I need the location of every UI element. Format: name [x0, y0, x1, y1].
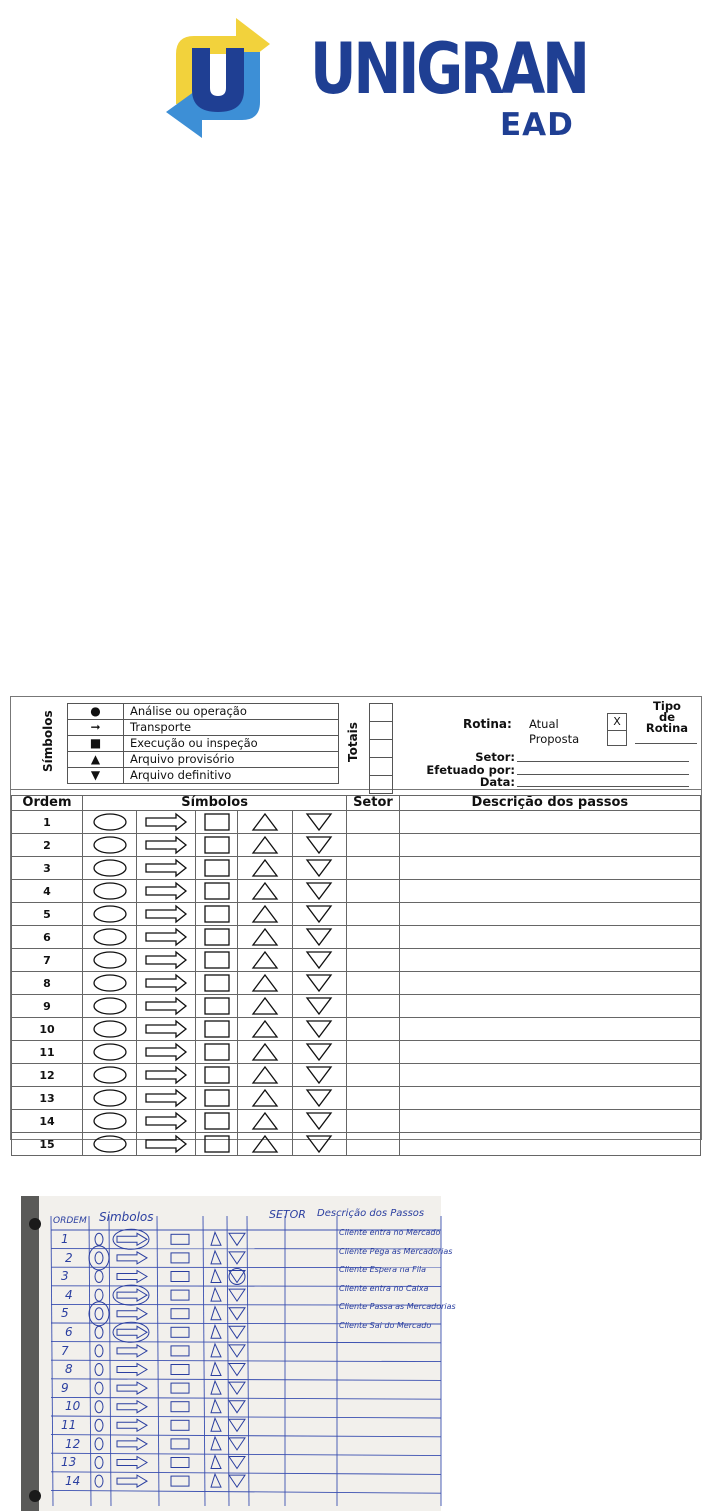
descricao-cell[interactable] [399, 857, 700, 880]
hand-row-number: 5 [61, 1306, 69, 1321]
handwritten-photo [21, 1196, 456, 1511]
total-cell [370, 740, 393, 758]
hand-row-number: 11 [61, 1418, 77, 1432]
col-simbolos: Símbolos [82, 796, 346, 811]
handwritten-grid [51, 1216, 441, 1508]
operation-circle-icon[interactable] [82, 857, 137, 880]
hand-row-number: 1 [61, 1232, 69, 1246]
col-setor: Setor [347, 796, 399, 811]
operation-circle-icon[interactable] [82, 880, 137, 903]
proposta-checkbox[interactable] [607, 730, 627, 746]
table-row [12, 811, 701, 834]
table-row [12, 926, 701, 949]
transport-arrow-icon[interactable] [137, 1041, 196, 1064]
brand-subtitle: EAD [500, 107, 574, 143]
row-number: 13 [12, 1087, 83, 1110]
transport-arrow-icon[interactable] [137, 1087, 196, 1110]
hand-row-number: 4 [65, 1287, 73, 1302]
transport-arrow-icon[interactable] [137, 880, 196, 903]
setor-cell[interactable] [347, 972, 399, 995]
setor-cell[interactable] [347, 903, 399, 926]
transport-arrow-icon[interactable] [137, 1133, 196, 1156]
hand-row-number: 13 [61, 1455, 77, 1470]
provisional-file-triangle-icon[interactable] [238, 1087, 293, 1110]
operation-circle-icon[interactable] [82, 1110, 137, 1133]
definitive-file-triangle-icon[interactable] [292, 1018, 347, 1041]
tipo-rotina-line [635, 743, 697, 744]
brand-wordmark: UNIGRAN [310, 28, 587, 110]
row-number: 2 [12, 834, 83, 857]
table-row [12, 857, 701, 880]
legend-row [68, 704, 339, 720]
operation-circle-icon[interactable] [82, 1018, 137, 1041]
descricao-cell[interactable] [399, 1018, 700, 1041]
definitive-file-triangle-icon[interactable] [292, 811, 347, 834]
table-row [12, 1041, 701, 1064]
photo-edge [21, 1196, 39, 1511]
definitive-file-triangle-icon[interactable] [292, 880, 347, 903]
row-number: 7 [12, 949, 83, 972]
provisional-file-triangle-icon[interactable] [238, 1018, 293, 1041]
row-number: 15 [12, 1133, 83, 1156]
definitive-file-triangle-icon[interactable] [292, 1110, 347, 1133]
circle-filled-icon: ● [68, 704, 124, 720]
hand-row-description: Cliente entra no Caixa [339, 1283, 429, 1293]
descricao-cell[interactable] [399, 811, 700, 834]
operation-circle-icon[interactable] [82, 811, 137, 834]
transport-arrow-icon[interactable] [137, 1018, 196, 1041]
row-number: 11 [12, 1041, 83, 1064]
operation-circle-icon[interactable] [82, 1133, 137, 1156]
unigran-u-mark-icon [158, 4, 278, 149]
definitive-file-triangle-icon[interactable] [292, 926, 347, 949]
total-cell [370, 758, 393, 776]
table-row [12, 834, 701, 857]
provisional-file-triangle-icon[interactable] [238, 880, 293, 903]
hand-col-ordem: ORDEM [53, 1216, 87, 1226]
descricao-cell[interactable] [399, 926, 700, 949]
descricao-cell[interactable] [399, 1087, 700, 1110]
descricao-cell[interactable] [399, 903, 700, 926]
col-ordem: Ordem [12, 796, 83, 811]
inspection-square-icon[interactable] [196, 926, 238, 949]
proposta-option: Proposta [529, 732, 580, 746]
inspection-square-icon[interactable] [196, 857, 238, 880]
provisional-file-triangle-icon[interactable] [238, 1064, 293, 1087]
setor-cell[interactable] [347, 926, 399, 949]
inspection-square-icon[interactable] [196, 1087, 238, 1110]
descricao-cell[interactable] [399, 834, 700, 857]
binder-hole [29, 1218, 41, 1230]
data-field[interactable] [517, 786, 689, 787]
hand-row-description: Cliente Passa as Mercadorias [339, 1302, 456, 1312]
descricao-cell[interactable] [399, 995, 700, 1018]
inspection-square-icon[interactable] [196, 1041, 238, 1064]
symbol-legend [67, 703, 339, 784]
row-number: 6 [12, 926, 83, 949]
table-row [12, 972, 701, 995]
row-number: 3 [12, 857, 83, 880]
transport-arrow-icon[interactable] [137, 1064, 196, 1087]
legend-label: Arquivo definitivo [124, 768, 339, 784]
legend-title: Símbolos [41, 710, 55, 772]
setor-cell[interactable] [347, 949, 399, 972]
hand-row-number: 6 [65, 1325, 73, 1339]
descricao-cell[interactable] [399, 880, 700, 903]
hand-row-description: Cliente entra no Mercado [339, 1228, 441, 1237]
inspection-square-icon[interactable] [196, 1018, 238, 1041]
definitive-file-triangle-icon[interactable] [292, 834, 347, 857]
setor-label: Setor: [475, 750, 515, 764]
hand-row-description: Cliente Pega as Mercadorias [339, 1246, 453, 1256]
hand-row-description: Cliente Espera na Fila [339, 1265, 427, 1275]
legend-label: Execução ou inspeção [124, 736, 339, 752]
inspection-square-icon[interactable] [196, 880, 238, 903]
efetuado-label: Efetuado por: [426, 763, 515, 777]
table-row [12, 995, 701, 1018]
provisional-file-triangle-icon[interactable] [238, 972, 293, 995]
transport-arrow-icon[interactable] [137, 857, 196, 880]
inspection-square-icon[interactable] [196, 834, 238, 857]
descricao-cell[interactable] [399, 1064, 700, 1087]
transport-arrow-icon[interactable] [137, 995, 196, 1018]
provisional-file-triangle-icon[interactable] [238, 1110, 293, 1133]
hand-row-number: 8 [65, 1362, 73, 1377]
operation-circle-icon[interactable] [82, 972, 137, 995]
setor-cell[interactable] [347, 857, 399, 880]
col-descricao: Descrição dos passos [399, 796, 700, 811]
row-number: 9 [12, 995, 83, 1018]
operation-circle-icon[interactable] [82, 926, 137, 949]
legend-row [68, 720, 339, 736]
table-row [12, 1133, 701, 1156]
setor-cell[interactable] [347, 811, 399, 834]
setor-cell[interactable] [347, 1133, 399, 1156]
triangle-up-icon: ▲ [68, 752, 124, 768]
operation-circle-icon[interactable] [82, 903, 137, 926]
table-row [12, 1064, 701, 1087]
routine-flow-form [10, 696, 702, 1151]
transport-arrow-icon[interactable] [137, 926, 196, 949]
provisional-file-triangle-icon[interactable] [238, 949, 293, 972]
hand-col-setor: SETOR [269, 1208, 306, 1221]
operation-circle-icon[interactable] [82, 995, 137, 1018]
definitive-file-triangle-icon[interactable] [292, 857, 347, 880]
row-number: 5 [12, 903, 83, 926]
descricao-cell[interactable] [399, 1041, 700, 1064]
steps-table [11, 795, 701, 1156]
provisional-file-triangle-icon[interactable] [238, 1041, 293, 1064]
provisional-file-triangle-icon[interactable] [238, 903, 293, 926]
hand-col-simbolos: Simbolos [99, 1210, 154, 1224]
table-row [12, 1018, 701, 1041]
inspection-square-icon[interactable] [196, 949, 238, 972]
transport-arrow-icon[interactable] [137, 1110, 196, 1133]
total-cell [370, 776, 393, 794]
unigran-logo [158, 4, 588, 149]
setor-cell[interactable] [347, 1087, 399, 1110]
legend-row [68, 752, 339, 768]
operation-circle-icon[interactable] [82, 1064, 137, 1087]
setor-cell[interactable] [347, 1110, 399, 1133]
square-filled-icon: ■ [68, 736, 124, 752]
hand-row-number: 3 [61, 1269, 69, 1284]
row-number: 12 [12, 1064, 83, 1087]
provisional-file-triangle-icon[interactable] [238, 834, 293, 857]
inspection-square-icon[interactable] [196, 1064, 238, 1087]
legend-row [68, 768, 339, 784]
operation-circle-icon[interactable] [82, 949, 137, 972]
provisional-file-triangle-icon[interactable] [238, 1133, 293, 1156]
provisional-file-triangle-icon[interactable] [238, 811, 293, 834]
legend-label: Transporte [124, 720, 339, 736]
hand-row-description: Cliente Sai do Mercado [339, 1321, 432, 1330]
transport-arrow-icon[interactable] [137, 903, 196, 926]
table-row [12, 880, 701, 903]
hand-row-number: 12 [65, 1436, 81, 1451]
setor-cell[interactable] [347, 1064, 399, 1087]
definitive-file-triangle-icon[interactable] [292, 903, 347, 926]
totals-title: Totais [346, 722, 360, 763]
hand-col-descricao: Descrição dos Passos [317, 1208, 425, 1219]
atual-checkbox[interactable]: X [607, 713, 627, 731]
setor-cell[interactable] [347, 834, 399, 857]
inspection-square-icon[interactable] [196, 1133, 238, 1156]
definitive-file-triangle-icon[interactable] [292, 949, 347, 972]
rotina-label: Rotina: [463, 717, 512, 731]
descricao-cell[interactable] [399, 972, 700, 995]
definitive-file-triangle-icon[interactable] [292, 1133, 347, 1156]
provisional-file-triangle-icon[interactable] [238, 926, 293, 949]
operation-circle-icon[interactable] [82, 1087, 137, 1110]
table-row [12, 1110, 701, 1133]
row-number: 10 [12, 1018, 83, 1041]
legend-row [68, 736, 339, 752]
row-number: 8 [12, 972, 83, 995]
setor-cell[interactable] [347, 995, 399, 1018]
row-number: 4 [12, 880, 83, 903]
provisional-file-triangle-icon[interactable] [238, 995, 293, 1018]
setor-cell[interactable] [347, 1018, 399, 1041]
inspection-square-icon[interactable] [196, 1110, 238, 1133]
transport-arrow-icon[interactable] [137, 949, 196, 972]
row-number: 1 [12, 811, 83, 834]
binder-hole [29, 1490, 41, 1502]
table-row [12, 903, 701, 926]
form-header [11, 697, 701, 790]
setor-cell[interactable] [347, 1041, 399, 1064]
descricao-cell[interactable] [399, 1133, 700, 1156]
total-cell [370, 704, 393, 722]
provisional-file-triangle-icon[interactable] [238, 857, 293, 880]
hand-row-number: 10 [65, 1399, 81, 1414]
descricao-cell[interactable] [399, 1110, 700, 1133]
transport-arrow-icon[interactable] [137, 834, 196, 857]
setor-cell[interactable] [347, 880, 399, 903]
legend-label: Análise ou operação [124, 704, 339, 720]
inspection-square-icon[interactable] [196, 995, 238, 1018]
transport-arrow-icon[interactable] [137, 972, 196, 995]
definitive-file-triangle-icon[interactable] [292, 1064, 347, 1087]
total-cell [370, 722, 393, 740]
definitive-file-triangle-icon[interactable] [292, 995, 347, 1018]
arrow-right-icon: ➞ [68, 720, 124, 736]
efetuado-field[interactable] [517, 774, 689, 775]
definitive-file-triangle-icon[interactable] [292, 1041, 347, 1064]
table-row [12, 949, 701, 972]
hand-row-number: 2 [65, 1250, 73, 1265]
table-header [12, 796, 701, 811]
hand-row-number: 9 [61, 1380, 69, 1395]
hand-row-number: 7 [61, 1343, 69, 1358]
row-number: 14 [12, 1110, 83, 1133]
definitive-file-triangle-icon[interactable] [292, 1087, 347, 1110]
inspection-square-icon[interactable] [196, 903, 238, 926]
transport-arrow-icon[interactable] [137, 811, 196, 834]
data-label: Data: [479, 775, 515, 789]
table-row [12, 1087, 701, 1110]
inspection-square-icon[interactable] [196, 972, 238, 995]
setor-field[interactable] [517, 761, 689, 762]
operation-circle-icon[interactable] [82, 834, 137, 857]
operation-circle-icon[interactable] [82, 1041, 137, 1064]
definitive-file-triangle-icon[interactable] [292, 972, 347, 995]
totals-boxes [369, 703, 393, 794]
inspection-square-icon[interactable] [196, 811, 238, 834]
atual-option: Atual [529, 717, 559, 731]
triangle-down-icon: ▼ [68, 768, 124, 784]
legend-label: Arquivo provisório [124, 752, 339, 768]
hand-row-number: 14 [65, 1473, 81, 1488]
tipo-rotina-label: Tipo de Rotina [645, 699, 689, 735]
descricao-cell[interactable] [399, 949, 700, 972]
